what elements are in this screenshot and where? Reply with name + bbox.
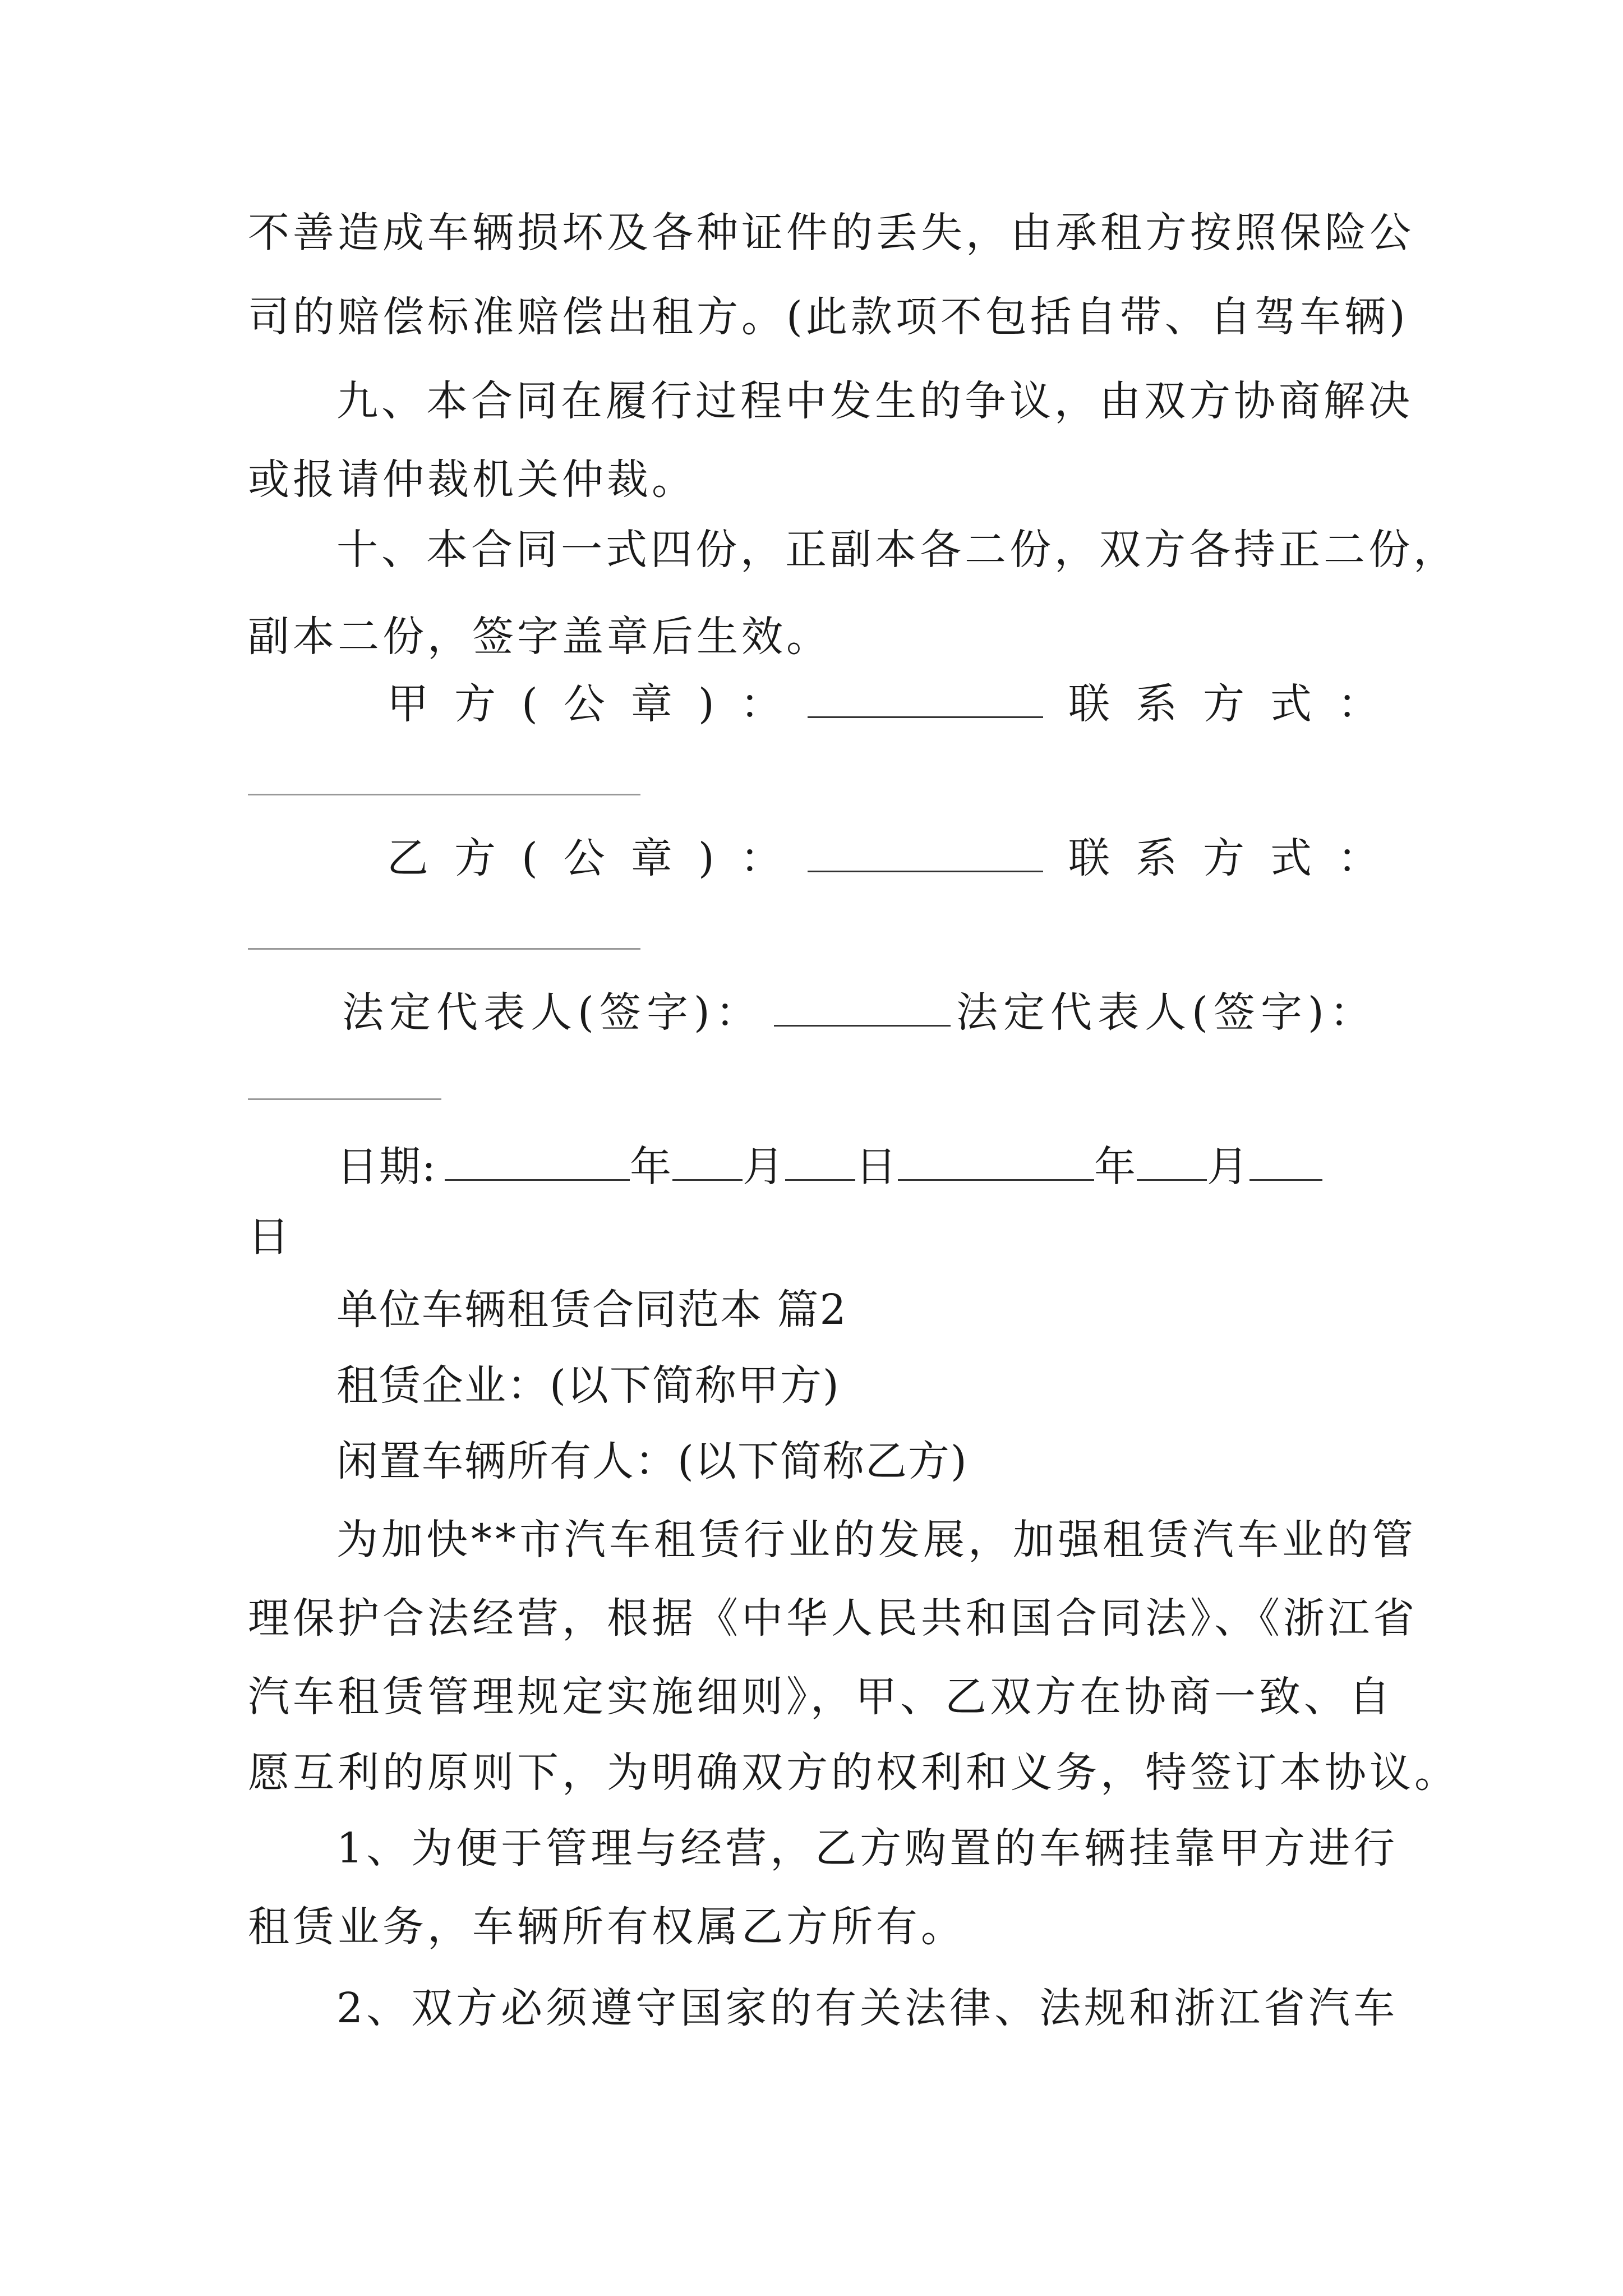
clause-two-line: 2、双方必须遵守国家的有关法律、法规和浙江省汽车 [336,1984,1399,2032]
blank-field [785,1144,855,1181]
legal-rep-label-b: 法定代表人(签字)： [956,988,1377,1037]
clause-one-line: 1、为便于管理与经营，乙方购置的车辆挂靠甲方进行 [336,1824,1399,1872]
lessor-line: 租赁企业：(以下简称甲方) [336,1361,840,1410]
party-b-seal-label: 乙方(公章)： [387,834,808,882]
paragraph-line: 汽车租赁管理规定实施细则》，甲、乙双方在协商一致、自 [248,1673,1394,1721]
blank-field [898,1144,1094,1181]
blank-field [445,1144,630,1181]
blank-field [672,1144,743,1181]
blank-field [1137,1144,1207,1181]
legal-rep-field-a [774,984,951,1041]
blank-field [774,990,951,1027]
paragraph-line: 理保护合法经营，根据《中华人民共和国合同法》、《浙江省 [248,1594,1418,1642]
date-line [336,1139,1322,1195]
date-day-1: 日 [855,1143,898,1191]
date-label: 日期: [336,1143,437,1191]
date-month-1: 月 [742,1143,785,1191]
party-b-contact-field [248,948,640,950]
legal-rep-label-a: 法定代表人(签字)： [342,988,763,1037]
date-year-2: 年 [1094,1143,1137,1191]
date-month-2: 月 [1206,1143,1249,1191]
paragraph-line: 不善造成车辆损坏及各种证件的丢失，由承租方按照保险公 [248,209,1414,257]
clause-ten-line: 十、本合同一式四份，正副本各二份，双方各持正二份， [336,526,1458,574]
party-b-contact-label: 联系方式： [1068,834,1405,882]
clause-nine-line: 或报请仲裁机关仲裁。 [248,455,697,504]
owner-line: 闲置车辆所有人：(以下简称乙方) [336,1437,968,1485]
party-a-seal-label: 甲方(公章)： [387,680,808,728]
section-title: 单位车辆租赁合同范本 篇2 [336,1286,847,1334]
paragraph-line: 司的赔偿标准赔偿出租方。(此款项不包括自带、自驾车辆) [248,293,1409,341]
clause-one-line: 租赁业务，车辆所有权属乙方所有。 [248,1903,966,1951]
party-a-seal-field [808,676,1043,732]
date-year-1: 年 [629,1143,672,1191]
blank-field [808,682,1043,718]
paragraph-line: 为加快**市汽车租赁行业的发展，加强租赁汽车业的管 [336,1516,1417,1564]
party-a-contact-field [248,794,640,795]
paragraph-line: 愿互利的原则下，为明确双方的权利和义务，特签订本协议。 [248,1749,1459,1797]
clause-nine-line: 九、本合同在履行过程中发生的争议，由双方协商解决 [336,377,1413,425]
clause-ten-line: 副本二份，签字盖章后生效。 [248,613,831,661]
blank-field [1249,1144,1322,1181]
party-a-contact-label: 联系方式： [1068,680,1405,728]
date-day-2: 日 [248,1213,293,1261]
blank-field [808,836,1043,872]
legal-rep-field-b [248,1098,441,1100]
party-b-seal-field [808,830,1043,886]
